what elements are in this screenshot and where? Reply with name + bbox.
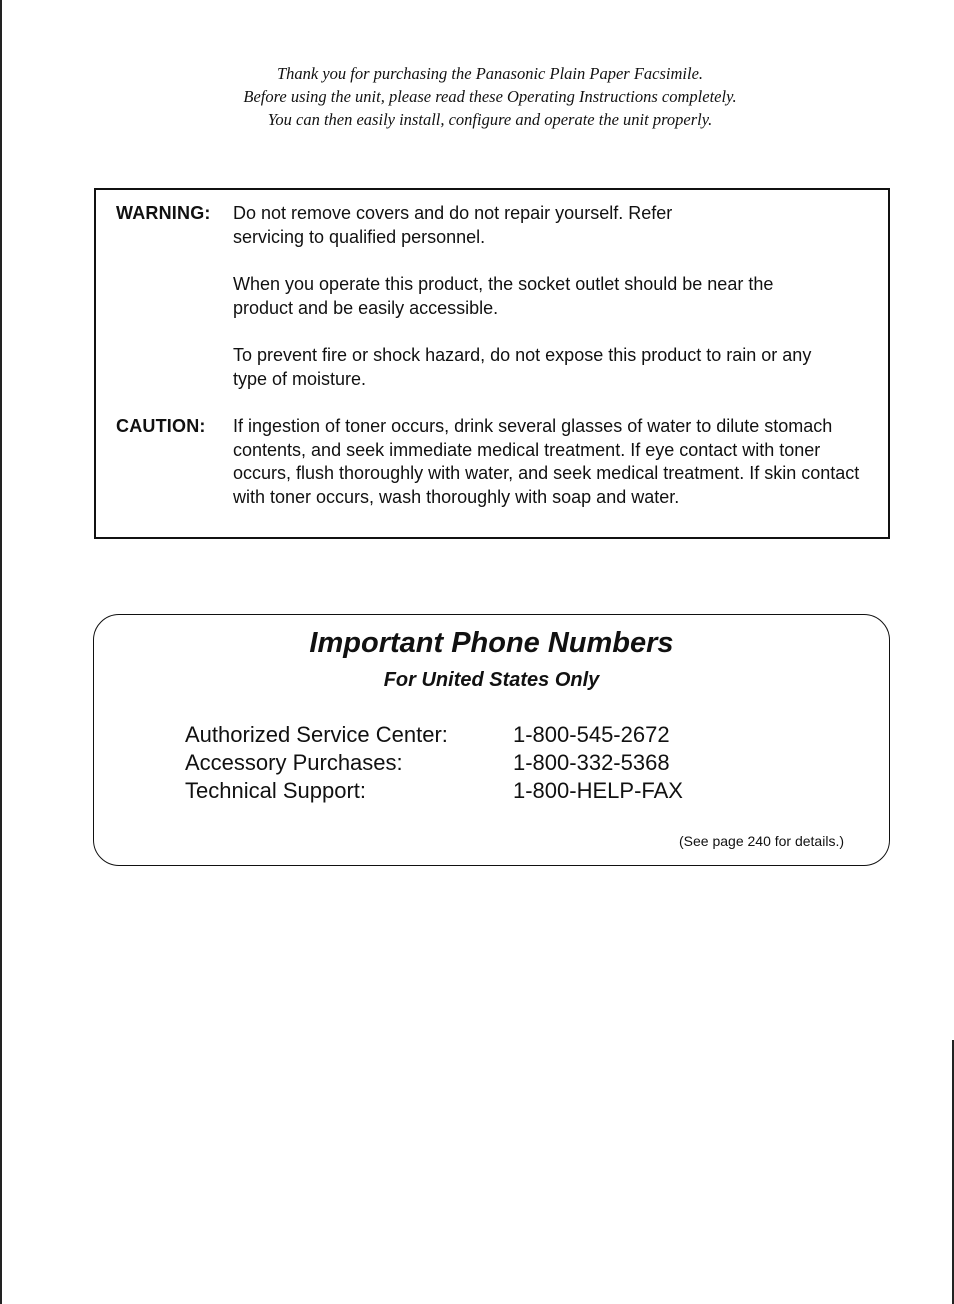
warning-paragraph: To prevent fire or shock hazard, do not expose this product to rain or any type of moisture. <box>233 345 812 389</box>
caution-label: CAUTION: <box>116 416 206 436</box>
warning-body <box>233 202 812 391</box>
phone-entry-number: 1-800-545-2672 <box>513 722 670 747</box>
phone-entry-label: Authorized Service Center: <box>185 722 448 747</box>
scan-edge-left <box>0 0 2 1304</box>
intro-line: You can then easily install, configure and operate the unit properly. <box>267 110 713 129</box>
warning-paragraph: When you operate this product, the socket outlet should be near the product and be easily accessible. <box>233 274 774 318</box>
intro-line: Thank you for purchasing the Panasonic Plain Paper Facsimile. <box>276 64 704 83</box>
caution-paragraph: If ingestion of toner occurs, drink several glasses of water to dilute stomach contents, and seek immediate medical treatment. If eye contact with toner occurs, flush thoroughly with water, and seek medical treatment. If skin contact with toner occurs, wash thoroughly with soap and water. <box>233 416 860 507</box>
phone-entry-number: 1-800-HELP-FAX <box>513 778 683 803</box>
safety-notice-box <box>94 188 890 539</box>
phone-entry-number: 1-800-332-5368 <box>513 750 670 775</box>
phone-numbers-footnote: (See page 240 for details.) <box>679 833 844 849</box>
phone-entry-label: Accessory Purchases: <box>185 750 403 775</box>
intro-line: Before using the unit, please read these Operating Instructions completely. <box>243 87 737 106</box>
warning-label: WARNING: <box>116 203 211 223</box>
phone-entry <box>185 749 805 777</box>
phone-entry <box>185 777 805 805</box>
phone-numbers-title: Important Phone Numbers <box>309 627 674 659</box>
warning-paragraph: Do not remove covers and do not repair yourself. Refer servicing to qualified personnel. <box>233 203 673 247</box>
phone-entry <box>185 721 805 749</box>
phone-entry-label: Technical Support: <box>185 778 366 803</box>
caution-body <box>233 415 873 509</box>
phone-numbers-list <box>185 721 805 805</box>
phone-numbers-subtitle: For United States Only <box>383 669 600 691</box>
phone-numbers-box <box>93 614 890 866</box>
intro-message <box>100 62 880 131</box>
